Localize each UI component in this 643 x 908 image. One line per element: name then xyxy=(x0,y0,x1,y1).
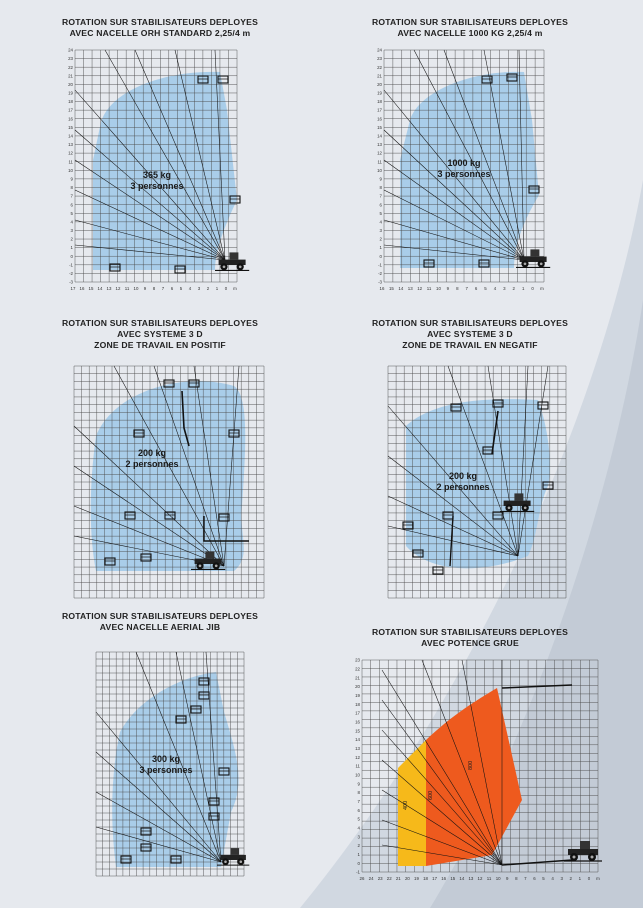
y-tick-label: 4 xyxy=(357,825,360,831)
y-tick-label: 23 xyxy=(68,56,73,62)
title-line: AVEC POTENCE GRUE xyxy=(421,638,519,648)
y-tick-label: 16 xyxy=(377,116,382,122)
y-tick-label: 3 xyxy=(357,834,360,840)
y-tick-label: 15 xyxy=(68,124,73,130)
y-tick-label: 6 xyxy=(379,202,382,208)
x-tick-label: 0 xyxy=(587,876,591,881)
title-line: AVEC SYSTEME 3 D xyxy=(427,329,513,339)
y-tick-label: 12 xyxy=(355,754,360,760)
zone-label: 600 xyxy=(428,790,434,800)
x-tick-label: 3 xyxy=(197,286,201,291)
y-tick-label: 22 xyxy=(377,64,382,70)
capacity-label: 300 kg xyxy=(151,754,181,764)
machine-part xyxy=(239,265,242,268)
y-tick-label: 9 xyxy=(70,176,73,182)
x-tick-label: 17 xyxy=(70,286,76,291)
y-tick-label: 8 xyxy=(70,185,73,191)
panel-title xyxy=(330,627,610,649)
x-tick-label: 5 xyxy=(484,286,487,291)
basket-icon xyxy=(433,567,443,574)
y-tick-label: 10 xyxy=(68,167,73,173)
x-tick-label: 0 xyxy=(531,286,534,291)
x-tick-label: 19 xyxy=(414,876,419,881)
x-tick-label: 9 xyxy=(143,286,147,291)
y-tick-label: 7 xyxy=(379,193,382,199)
x-tick-label: 5 xyxy=(542,876,545,881)
y-tick-label: 19 xyxy=(377,90,382,96)
x-tick-label: 9 xyxy=(506,876,509,881)
x-tick-label: 14 xyxy=(97,286,103,291)
x-tick-label: 1 xyxy=(578,876,582,881)
y-tick-label: 9 xyxy=(379,176,382,182)
x-tick-label: 10 xyxy=(495,876,501,881)
x-tick-label: 14 xyxy=(459,876,465,881)
y-tick-label: 3 xyxy=(70,228,73,234)
x-tick-label: m xyxy=(540,286,544,291)
y-tick-label: 0 xyxy=(379,253,382,259)
persons-label: 3 personnes xyxy=(130,181,184,191)
machine-part xyxy=(508,506,511,509)
title-line: AVEC NACELLE AERIAL JIB xyxy=(99,622,221,632)
y-tick-label: 2 xyxy=(379,236,382,242)
x-tick-label: 12 xyxy=(417,286,423,291)
x-tick-label: 7 xyxy=(465,286,468,291)
machine-part xyxy=(524,506,527,509)
y-tick-label: 7 xyxy=(70,193,73,199)
x-tick-label: 0 xyxy=(224,286,228,291)
machine-part xyxy=(224,860,227,863)
telehandler-icon xyxy=(564,841,602,861)
y-tick-label: 13 xyxy=(355,745,360,751)
y-tick-label: 16 xyxy=(68,116,73,122)
x-tick-label: 23 xyxy=(377,876,383,881)
zone-label: 400 xyxy=(403,800,409,810)
y-tick-label: -1 xyxy=(69,262,73,268)
x-tick-label: 1 xyxy=(215,286,219,291)
x-tick-label: 13 xyxy=(407,286,413,291)
range-chart xyxy=(86,648,256,890)
y-tick-label: 2 xyxy=(70,236,73,242)
y-tick-label: 19 xyxy=(355,692,360,698)
title-line: AVEC NACELLE 1000 KG 2,25/4 m xyxy=(397,28,543,38)
y-tick-label: -1 xyxy=(378,262,382,268)
zone-label: 800 xyxy=(468,760,474,770)
range-chart xyxy=(364,48,564,308)
x-tick-label: 7 xyxy=(524,876,527,881)
y-tick-label: 21 xyxy=(377,73,382,79)
range-chart xyxy=(378,362,578,612)
persons-label: 3 personnes xyxy=(437,169,491,179)
machine-part xyxy=(223,265,226,268)
load-zone-800 xyxy=(426,688,522,866)
x-tick-label: 6 xyxy=(533,876,536,881)
x-tick-label: 5 xyxy=(179,286,183,291)
x-tick-label: 11 xyxy=(486,876,492,881)
x-tick-label: 15 xyxy=(450,876,456,881)
x-tick-label: 8 xyxy=(152,286,156,291)
y-tick-label: 22 xyxy=(355,666,360,672)
y-tick-label: 14 xyxy=(355,737,360,743)
machine-part xyxy=(580,841,590,849)
capacity-label: 365 kg xyxy=(142,170,172,180)
title-line: AVEC NACELLE ORH STANDARD 2,25/4 m xyxy=(69,28,251,38)
x-tick-label: 7 xyxy=(161,286,165,291)
y-tick-label: 15 xyxy=(355,728,360,734)
title-line: AVEC SYSTEME 3 D xyxy=(117,329,203,339)
x-tick-label: 6 xyxy=(474,286,478,291)
range-chart xyxy=(340,656,610,896)
y-tick-label: 17 xyxy=(377,107,382,113)
x-tick-label: 13 xyxy=(106,286,112,291)
x-tick-label: 24 xyxy=(368,876,374,881)
x-tick-label: 4 xyxy=(551,876,554,881)
y-tick-label: 14 xyxy=(68,133,73,139)
panel-title xyxy=(20,17,300,39)
y-tick-label: 11 xyxy=(68,159,73,165)
y-tick-label: 8 xyxy=(357,790,360,796)
title-line: ROTATION SUR STABILISATEURS DEPLOYES xyxy=(61,611,259,621)
y-tick-label: 15 xyxy=(377,124,382,130)
x-tick-label: 16 xyxy=(379,286,385,291)
persons-label: 3 personnes xyxy=(139,765,193,775)
title-line: ROTATION SUR STABILISATEURS DEPLOYES xyxy=(371,318,569,328)
title-line: ROTATION SUR STABILISATEURS DEPLOYES xyxy=(371,627,569,637)
machine-part xyxy=(514,493,523,500)
y-tick-label: 1 xyxy=(379,245,382,251)
y-tick-label: -1 xyxy=(356,869,360,875)
x-tick-label: m xyxy=(596,876,600,881)
y-tick-label: 6 xyxy=(70,202,73,208)
y-tick-label: 0 xyxy=(357,860,360,866)
x-tick-label: 1 xyxy=(521,286,525,291)
y-tick-label: 9 xyxy=(357,781,360,787)
y-tick-label: 4 xyxy=(379,219,382,225)
y-tick-label: 20 xyxy=(377,81,382,87)
x-tick-label: 16 xyxy=(441,876,447,881)
y-tick-label: -2 xyxy=(69,271,73,277)
x-tick-label: 21 xyxy=(395,876,401,881)
y-tick-label: 22 xyxy=(68,64,73,70)
y-tick-label: 10 xyxy=(377,167,382,173)
y-tick-label: 5 xyxy=(357,816,360,822)
machine-part xyxy=(229,252,238,259)
y-tick-label: 18 xyxy=(377,99,382,105)
capacity-label: 200 kg xyxy=(448,471,478,481)
x-tick-label: 2 xyxy=(206,286,210,291)
panel-title xyxy=(330,17,610,39)
panel-title xyxy=(20,611,300,633)
persons-label: 2 personnes xyxy=(125,459,179,469)
title-line: ZONE DE TRAVAIL EN NEGATIF xyxy=(402,340,538,350)
machine-part xyxy=(215,564,218,567)
y-tick-label: 12 xyxy=(68,150,73,156)
x-tick-label: 10 xyxy=(436,286,441,291)
title-line: ROTATION SUR STABILISATEURS DEPLOYES xyxy=(61,318,259,328)
y-tick-label: 21 xyxy=(68,73,73,79)
y-tick-label: 23 xyxy=(355,657,360,663)
panel-title xyxy=(20,318,300,351)
y-tick-label: 3 xyxy=(379,228,382,234)
y-tick-label: -3 xyxy=(69,279,73,285)
y-tick-label: 6 xyxy=(357,807,360,813)
y-tick-label: 19 xyxy=(68,90,73,96)
machine-part xyxy=(205,551,214,558)
x-tick-label: 3 xyxy=(560,876,563,881)
persons-label: 2 personnes xyxy=(436,482,490,492)
x-tick-label: 4 xyxy=(493,286,497,291)
y-tick-label: 4 xyxy=(70,219,73,225)
y-tick-label: 13 xyxy=(377,142,382,148)
y-tick-label: 5 xyxy=(379,210,382,216)
x-tick-label: 8 xyxy=(456,286,459,291)
x-tick-label: 3 xyxy=(503,286,506,291)
y-tick-label: -2 xyxy=(378,271,382,277)
x-tick-label: 18 xyxy=(423,876,428,881)
x-tick-label: 12 xyxy=(115,286,121,291)
y-tick-label: 0 xyxy=(70,253,73,259)
x-tick-label: 15 xyxy=(88,286,94,291)
x-tick-label: 14 xyxy=(398,286,404,291)
y-tick-label: 11 xyxy=(377,159,382,165)
x-tick-label: 6 xyxy=(170,286,174,291)
y-tick-label: 20 xyxy=(68,81,73,87)
y-tick-label: 1 xyxy=(357,851,360,857)
y-tick-label: 1 xyxy=(70,245,73,251)
y-tick-label: 23 xyxy=(377,56,382,62)
range-chart xyxy=(55,48,255,308)
y-tick-label: 11 xyxy=(355,763,360,769)
title-line: ROTATION SUR STABILISATEURS DEPLOYES xyxy=(371,17,569,27)
x-tick-label: 8 xyxy=(515,876,518,881)
machine-part xyxy=(199,564,202,567)
title-line: ZONE DE TRAVAIL EN POSITIF xyxy=(94,340,226,350)
x-tick-label: 12 xyxy=(477,876,483,881)
y-tick-label: 17 xyxy=(355,710,360,716)
y-tick-label: 13 xyxy=(68,142,73,148)
y-tick-label: 17 xyxy=(68,107,73,113)
machine-part xyxy=(540,262,543,265)
machine-part xyxy=(240,860,243,863)
y-tick-label: 16 xyxy=(355,719,360,725)
y-tick-label: 10 xyxy=(355,772,360,778)
y-tick-label: 14 xyxy=(377,133,382,139)
range-chart xyxy=(56,362,276,612)
y-tick-label: 2 xyxy=(357,843,360,849)
x-tick-label: 4 xyxy=(188,286,192,291)
x-tick-label: 26 xyxy=(359,876,365,881)
y-tick-label: 18 xyxy=(68,99,73,105)
panel-title xyxy=(330,318,610,351)
y-tick-label: 8 xyxy=(379,185,382,191)
x-tick-label: 11 xyxy=(426,286,432,291)
machine-part xyxy=(231,848,240,855)
machine-part xyxy=(573,856,576,859)
capacity-label: 200 kg xyxy=(137,448,167,458)
x-tick-label: 2 xyxy=(512,286,515,291)
y-tick-label: -3 xyxy=(378,279,382,285)
x-tick-label: 11 xyxy=(124,286,130,291)
x-tick-label: m xyxy=(233,286,237,291)
x-tick-label: 15 xyxy=(388,286,394,291)
x-tick-label: 9 xyxy=(446,286,450,291)
x-tick-label: 17 xyxy=(432,876,438,881)
machine-part xyxy=(591,856,594,859)
x-tick-label: 13 xyxy=(468,876,474,881)
y-tick-label: 12 xyxy=(377,150,382,156)
title-line: ROTATION SUR STABILISATEURS DEPLOYES xyxy=(61,17,259,27)
y-tick-label: 20 xyxy=(355,684,360,690)
x-tick-label: 20 xyxy=(404,876,410,881)
y-tick-label: 5 xyxy=(70,210,73,216)
y-tick-label: 24 xyxy=(68,48,73,53)
x-tick-label: 16 xyxy=(79,286,85,291)
machine-part xyxy=(530,249,539,256)
y-tick-label: 7 xyxy=(357,798,360,804)
y-tick-label: 24 xyxy=(377,48,382,53)
capacity-label: 1000 kg xyxy=(447,158,481,168)
x-tick-label: 2 xyxy=(569,876,572,881)
x-tick-label: 10 xyxy=(133,286,139,291)
machine-part xyxy=(524,262,527,265)
x-tick-label: 22 xyxy=(386,876,392,881)
working-envelope xyxy=(91,381,246,571)
y-tick-label: 18 xyxy=(355,701,360,707)
y-tick-label: 21 xyxy=(355,675,360,681)
